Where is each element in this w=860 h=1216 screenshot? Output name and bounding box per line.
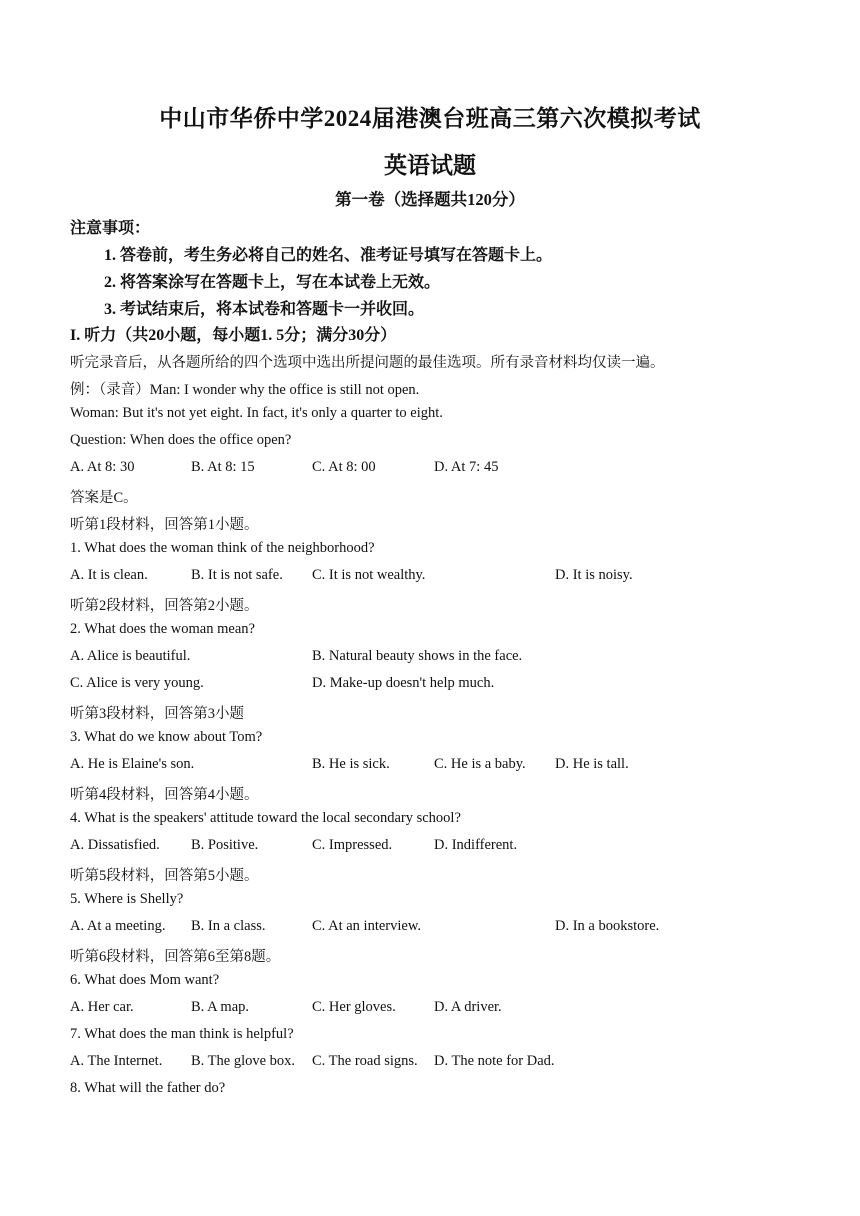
segment-intro: 听第1段材料，回答第1小题。 xyxy=(70,517,259,533)
option: A. He is Elaine's son. xyxy=(70,756,195,772)
option: C. He is a baby. xyxy=(434,756,526,772)
question: 7. What does the man think is helpful? xyxy=(70,1026,294,1042)
part-title: 第一卷（选择题共120分） xyxy=(335,190,525,209)
option: A. At a meeting. xyxy=(70,918,166,934)
segment-intro: 听第2段材料，回答第2小题。 xyxy=(70,598,259,614)
note-item: 3. 考试结束后，将本试卷和答题卡一并收回。 xyxy=(104,301,425,318)
option: D. At 7: 45 xyxy=(434,459,499,475)
option: B. He is sick. xyxy=(312,756,390,772)
example-answer: 答案是C。 xyxy=(70,490,138,506)
option: A. At 8: 30 xyxy=(70,459,135,475)
option: C. The road signs. xyxy=(312,1053,418,1069)
option: A. It is clean. xyxy=(70,567,148,583)
option: D. A driver. xyxy=(434,999,502,1015)
option: C. Impressed. xyxy=(312,837,393,853)
question: 1. What does the woman think of the neighborhood? xyxy=(70,540,375,556)
question: 3. What do we know about Tom? xyxy=(70,729,263,745)
option: B. The glove box. xyxy=(191,1053,296,1069)
option: A. Her car. xyxy=(70,999,134,1015)
option: D. It is noisy. xyxy=(555,567,633,583)
question: 6. What does Mom want? xyxy=(70,972,220,988)
question: 5. Where is Shelly? xyxy=(70,891,184,907)
option: B. At 8: 15 xyxy=(191,459,255,475)
segment-intro: 听第5段材料，回答第5小题。 xyxy=(70,868,259,884)
option: B. In a class. xyxy=(191,918,266,934)
option: C. It is not wealthy. xyxy=(312,567,426,583)
question: 4. What is the speakers' attitude toward the local secondary school? xyxy=(70,810,461,826)
segment-intro: 听第4段材料，回答第4小题。 xyxy=(70,787,259,803)
option: D. He is tall. xyxy=(555,756,629,772)
notes-heading: 注意事项： xyxy=(70,220,151,237)
note-item: 1. 答卷前，考生务必将自己的姓名、准考证号填写在答题卡上。 xyxy=(104,247,553,264)
section-heading: I. 听力（共20小题，每小题1. 5分；满分30分） xyxy=(70,327,397,344)
option: C. Alice is very young. xyxy=(70,675,204,691)
option: A. Dissatisfied. xyxy=(70,837,160,853)
option: D. Indifferent. xyxy=(434,837,518,853)
option: C. At 8: 00 xyxy=(312,459,376,475)
question: 2. What does the woman mean? xyxy=(70,621,255,637)
segment-intro: 听第6段材料，回答第6至第8题。 xyxy=(70,949,281,965)
option: D. Make-up doesn't help much. xyxy=(312,675,495,691)
option: B. Natural beauty shows in the face. xyxy=(312,648,523,664)
option: C. At an interview. xyxy=(312,918,421,934)
option: A. Alice is beautiful. xyxy=(70,648,191,664)
question: 8. What will the father do? xyxy=(70,1080,226,1096)
example-line: 例：（录音）Man: I wonder why the office is still not open. xyxy=(70,382,420,398)
note-item: 2. 将答案涂写在答题卡上，写在本试卷上无效。 xyxy=(104,274,441,291)
example-line: Woman: But it's not yet eight. In fact, it's only a quarter to eight. xyxy=(70,405,443,421)
subject-title: 英语试题 xyxy=(384,153,476,178)
option: B. A map. xyxy=(191,999,250,1015)
section-instruction: 听完录音后，从各题所给的四个选项中选出所提问题的最佳选项。所有录音材料均仅读一遍。 xyxy=(70,355,665,371)
option: D. In a bookstore. xyxy=(555,918,660,934)
option: D. The note for Dad. xyxy=(434,1053,555,1069)
option: B. It is not safe. xyxy=(191,567,283,583)
example-question: Question: When does the office open? xyxy=(70,432,292,448)
segment-intro: 听第3段材料，回答第3小题 xyxy=(70,706,244,722)
exam-title: 中山市华侨中学2024届港澳台班高三第六次模拟考试 xyxy=(159,106,701,131)
option: C. Her gloves. xyxy=(312,999,396,1015)
option: B. Positive. xyxy=(191,837,259,853)
option: A. The Internet. xyxy=(70,1053,163,1069)
